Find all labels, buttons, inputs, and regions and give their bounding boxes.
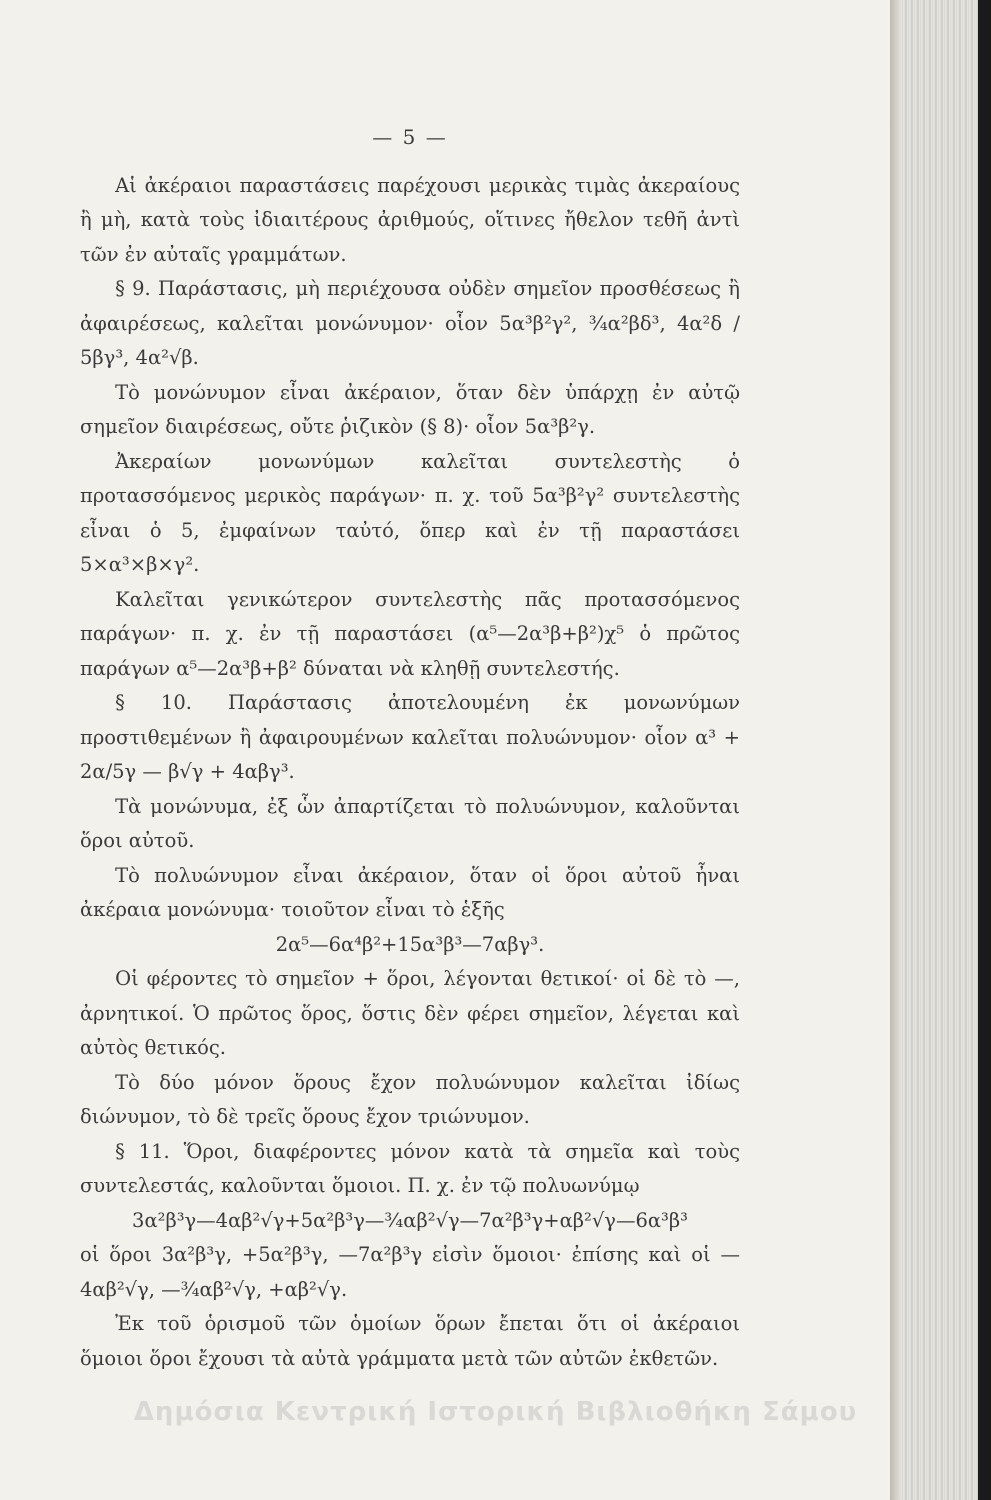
paragraph: Τὰ μονώνυμα, ἐξ ὧν ἀπαρτίζεται τὸ πολυώνυμον, καλοῦνται ὅροι αὐτοῦ.: [80, 794, 740, 852]
paragraph: Τὸ πολυώνυμον εἶναι ἀκέραιον, ὅταν οἱ ὅροι αὐτοῦ ἦναι ἀκέραια μονώνυμα· τοιοῦτον εἶναι τὸ ἑξῆς: [80, 863, 740, 921]
page-text: [80, 120, 740, 1376]
paragraph: 3α²β³γ—4αβ²√γ+5α²β³γ—¾αβ²√γ—7α²β³γ+αβ²√γ—6α³β³: [132, 1208, 688, 1232]
paragraph: § 9. Παράστασις, μὴ περιέχουσα οὐδὲν σημεῖον προσθέσεως ἢ ἀφαιρέσεως, καλεῖται μονώνυμον· οἷον 5α³β²γ², ¾α²βδ³, 4α²δ / 5βγ³, 4α²√β.: [80, 277, 740, 369]
paragraph: 2α⁵—6α⁴β²+15α³β³—7αβγ³.: [275, 932, 545, 956]
book-spine: [978, 0, 991, 1500]
paragraph: Οἱ φέροντες τὸ σημεῖον + ὅροι, λέγονται θετικοί· οἱ δὲ τὸ —, ἀρνητικοί. Ὁ πρῶτος ὅρος, ὅστις δὲν φέρει σημεῖον, λέγεται καὶ αὐτὸς θετικός.: [80, 967, 740, 1059]
paragraph: Ἐκ τοῦ ὁρισμοῦ τῶν ὁμοίων ὅρων ἔπεται ὅτι οἱ ἀκέραιοι ὅμοιοι ὅροι ἔχουσι τὰ αὐτὰ γράμματα μετὰ τῶν αὐτῶν ἐκθετῶν.: [80, 1312, 740, 1370]
paragraph: Τὸ μονώνυμον εἶναι ἀκέραιον, ὅταν δὲν ὑπάρχῃ ἐν αὐτῷ σημεῖον διαιρέσεως, οὔτε ῥιζικὸν (§ 8)· οἷον 5α³β²γ.: [80, 380, 740, 438]
paragraph: § 11. Ὅροι, διαφέροντες μόνον κατὰ τὰ σημεῖα καὶ τοὺς συντελεστάς, καλοῦνται ὅμοιοι. Π. χ. ἐν τῷ πολυωνύμῳ: [80, 1139, 740, 1197]
paragraph-list: [80, 169, 740, 1377]
page-edge-shadow: [890, 0, 902, 1500]
page-edges: [890, 0, 991, 1500]
paragraph: Καλεῖται γενικώτερον συντελεστὴς πᾶς προτασσόμενος παράγων· π. χ. ἐν τῇ παραστάσει (α⁵—2α³β+β²)χ⁵ ὁ πρῶτος παράγων α⁵—2α³β+β² δύναται νὰ κληθῇ συντελεστής.: [80, 587, 740, 680]
library-watermark: Δημόσια Κεντρική Ιστορική Βιβλιοθήκη Σάμου: [133, 1397, 858, 1427]
paragraph: οἱ ὅροι 3α²β³γ, +5α²β³γ, —7α²β³γ εἰσὶν ὅμοιοι· ἐπίσης καὶ οἱ —4αβ²√γ, —¾αβ²√γ, +αβ²√γ.: [80, 1243, 740, 1301]
paragraph: § 10. Παράστασις ἀποτελουμένη ἐκ μονωνύμων προστιθεμένων ἢ ἀφαιρουμένων καλεῖται πολυώνυμον· οἷον α³ + 2α/5γ — β√γ + 4αβγ³.: [80, 691, 740, 783]
paragraph: Ἀκεραίων μονωνύμων καλεῖται συντελεστὴς ὁ προτασσόμενος μερικὸς παράγων· π. χ. τοῦ 5α³β²γ² συντελεστὴς εἶναι ὁ 5, ἐμφαίνων ταὐτό, ὅπερ καὶ ἐν τῇ παραστάσει 5×α³×β×γ².: [80, 449, 740, 576]
paragraph: Αἱ ἀκέραιοι παραστάσεις παρέχουσι μερικὰς τιμὰς ἀκεραίους ἢ μὴ, κατὰ τοὺς ἰδιαιτέρους ἀριθμούς, οἵτινες ἤθελον τεθῆ ἀντὶ τῶν ἐν αὐταῖς γραμμάτων.: [80, 173, 740, 266]
paragraph: Τὸ δύο μόνον ὅρους ἔχον πολυώνυμον καλεῖται ἰδίως διώνυμον, τὸ δὲ τρεῖς ὅρους ἔχον τριώνυμον.: [80, 1070, 740, 1128]
page-number: — 5 —: [372, 125, 448, 149]
